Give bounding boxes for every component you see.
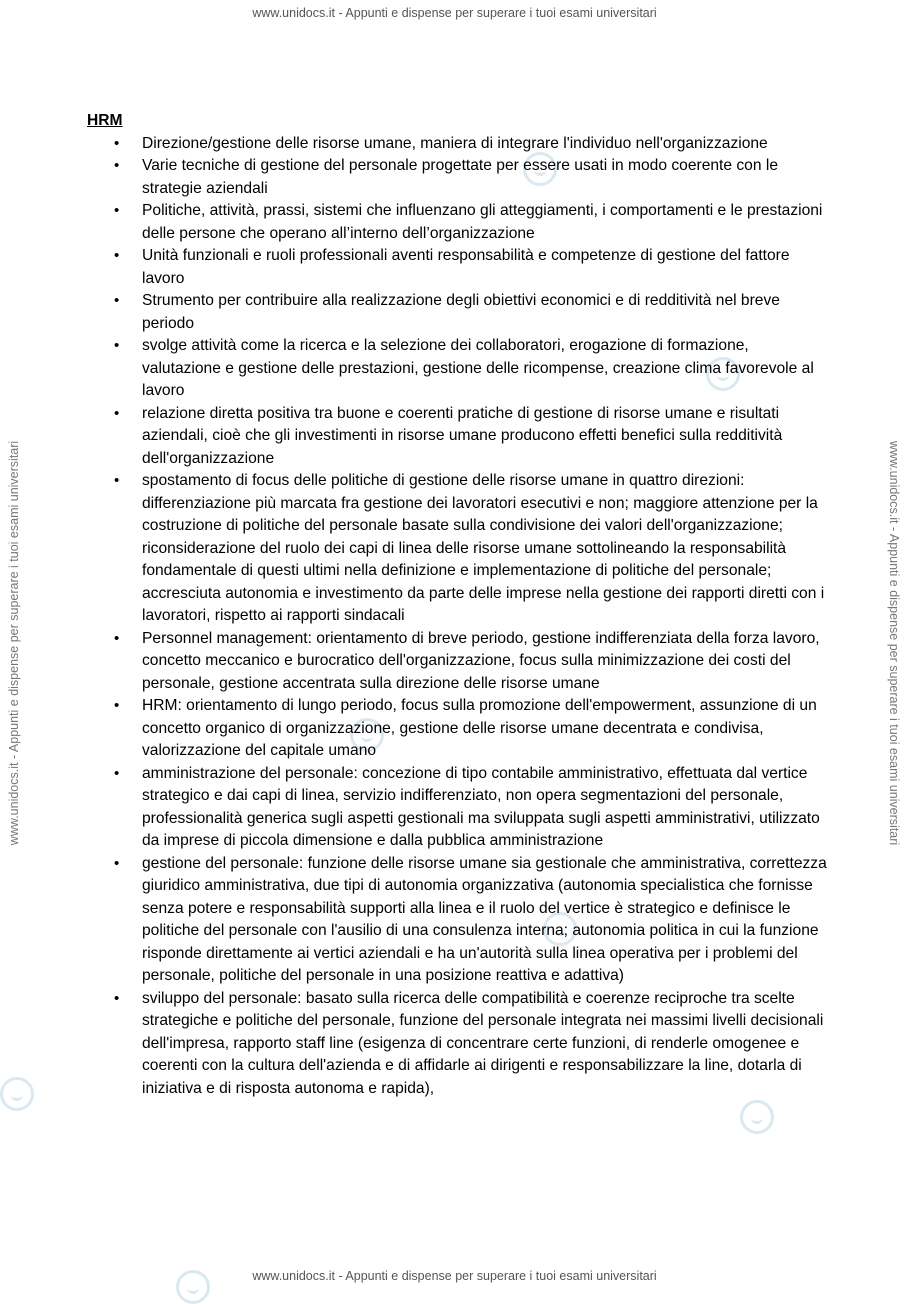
watermark-left: www.unidocs.it - Appunti e dispense per superare i tuoi esami universitari [7, 440, 21, 846]
list-item: • gestione del personale: funzione delle risorse umane sia gestionale che amministrativa, correttezza giuridico amministrativa, due tipi di autonomia organizzativa (autonomia specialistica che fornisse senza potere e responsabilità supporti alla linea e il ruolo del vertice è strategico e definisce le politiche del personale con l'ausilio di una consulenza interna; autonomia politica in cui la funzione risponde direttamente ai vertici aziendali e ha un'autorità sulla linea operativa per i problemi del personale, politiche del personale in una posizione reattiva e adattiva) [87, 853, 827, 988]
list-item: • svolge attività come la ricerca e la selezione dei collaboratori, erogazione di formazione, valutazione e gestione delle prestazioni, gestione delle ricompense, creazione clima favorevole al lavoro [87, 335, 827, 403]
document-body [87, 110, 827, 1100]
list-item: • Politiche, attività, prassi, sistemi che influenzano gli atteggiamenti, i comportamenti e le prestazioni delle persone che operano all’interno dell’organizzazione [87, 200, 827, 245]
watermark-footer: www.unidocs.it - Appunti e dispense per superare i tuoi esami universitari [252, 1269, 657, 1283]
list-item: • sviluppo del personale: basato sulla ricerca delle compatibilità e coerenze reciproche tra scelte strategiche e politiche del personale, funzione del personale integrata nei massimi livelli decisionali dell'impresa, rapporto staff line (esigenza di concentrare certe funzioni, di renderle omogenee e coerenti con la cultura dell'azienda e di affidarle ai dirigenti e responsabilizzare la line, dotarla di iniziativa e di risposta autonoma e rapida), [87, 988, 827, 1101]
document-title: HRM [87, 112, 123, 129]
list-item: • amministrazione del personale: concezione di tipo contabile amministrativo, effettuata dal vertice strategico e dai capi di linea, servizio indifferenziato, non opera segmentazioni del personale, professionalità generica sugli aspetti gestionali ma sviluppata sugli aspetti amministrativi, utilizzato da imprese di piccola dimensione e dalla pubblica amministrazione [87, 763, 827, 853]
watermark-logo-icon [0, 1077, 34, 1111]
list-item: • Strumento per contribuire alla realizzazione degli obiettivi economici e di redditività nel breve periodo [87, 290, 827, 335]
watermark-header: www.unidocs.it - Appunti e dispense per superare i tuoi esami universitari [252, 6, 657, 20]
list-item: • Unità funzionali e ruoli professionali aventi responsabilità e competenze di gestione del fattore lavoro [87, 245, 827, 290]
watermark-logo-icon [740, 1100, 774, 1134]
list-item: • Personnel management: orientamento di breve periodo, gestione indifferenziata della forza lavoro, concetto meccanico e burocratico dell'organizzazione, focus sulla minimizzazione dei costi del personale, gestione accentrata sulla direzione delle risorse umane [87, 628, 827, 696]
bullet-list [87, 133, 827, 1101]
list-item: • spostamento di focus delle politiche di gestione delle risorse umane in quattro direzioni: differenziazione più marcata fra gestione dei lavoratori esecutivi e non; maggiore attenzione per la costruzione di politiche del personale basate sulla condivisione dei valori dell'organizzazione; riconsiderazione del ruolo dei capi di linea delle risorse umane sottolineando la responsabilità fondamentale di questi ultimi nella definizione e implementazione di politiche del personale; accresciuta autonomia e investimento da parte delle imprese nella gestione dei rapporti diretti con i lavoratori, rispetto ai rapporti sindacali [87, 470, 827, 628]
list-item: • Varie tecniche di gestione del personale progettate per essere usati in modo coerente con le strategie aziendali [87, 155, 827, 200]
list-item: • Direzione/gestione delle risorse umane, maniera di integrare l'individuo nell'organizzazione [87, 133, 827, 156]
watermark-right: www.unidocs.it - Appunti e dispense per superare i tuoi esami universitari [887, 440, 901, 846]
list-item: • HRM: orientamento di lungo periodo, focus sulla promozione dell'empowerment, assunzione di un concetto organico di organizzazione, gestione delle risorse umane decentrata e condivisa, valorizzazione del capitale umano [87, 695, 827, 763]
list-item: • relazione diretta positiva tra buone e coerenti pratiche di gestione di risorse umane e risultati aziendali, cioè che gli investimenti in risorse umane producono effetti benefici sulla redditività dell'organizzazione [87, 403, 827, 471]
